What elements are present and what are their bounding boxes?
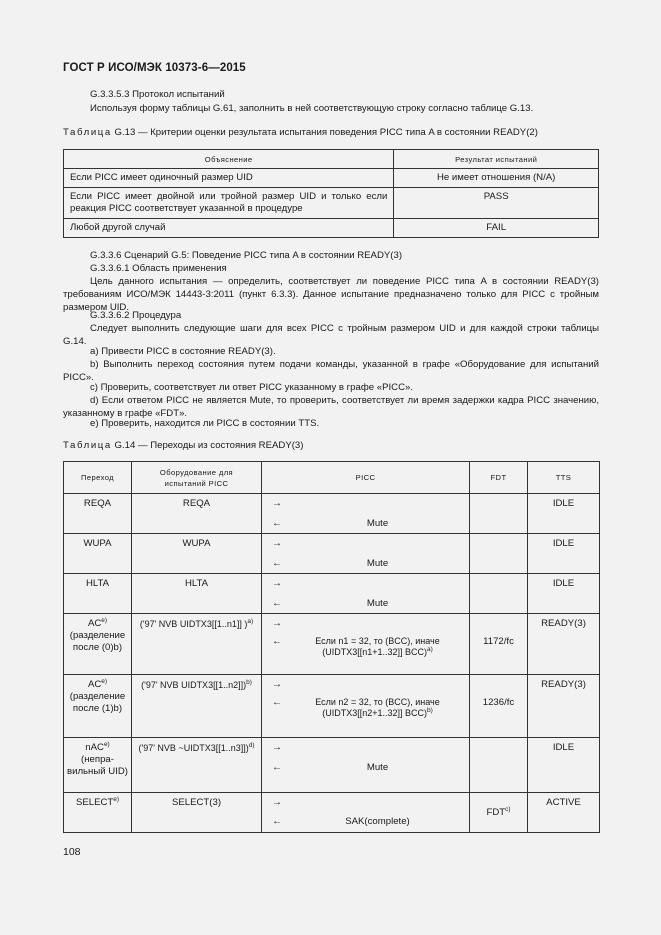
- equipment-cell: REQA: [132, 494, 262, 534]
- transition-cell: SELECT$^{e)}$: [64, 793, 132, 833]
- table-row: [64, 219, 599, 238]
- table-header: Результат испытаний: [394, 150, 599, 169]
- equipment-cell: ('97' NVB UIDTX3[[1..n2]])$^{b)}$: [132, 675, 262, 738]
- equipment-cell: ('97' NVB ~UIDTX3[[1..n3]])$^{d)}$: [132, 738, 262, 793]
- fdt-cell: [470, 738, 528, 793]
- section-g3362-text: Следует выполнить следующие шаги для всех PICC с тройным размером UID и для каждой строки таблицы G.14.: [63, 323, 599, 347]
- step-a: a) Привести PICC в состояние READY(3).: [90, 346, 276, 357]
- transition-cell: nAC$^{e)}$ (непра-вильный UID): [64, 738, 132, 793]
- table-row: [64, 188, 599, 219]
- fdt-cell: [470, 574, 528, 614]
- fdt-cell: [470, 494, 528, 534]
- table-header: Оборудование для испытаний PICC: [132, 462, 262, 494]
- tts-cell: ACTIVE: [528, 793, 600, 833]
- picc-cell: [262, 675, 470, 738]
- table-row: [64, 738, 600, 793]
- table-row: [64, 169, 599, 188]
- arrow-left-icon: ←: [272, 598, 282, 609]
- transition-cell: REQA: [64, 494, 132, 534]
- tts-cell: IDLE: [528, 738, 600, 793]
- transition-cell: HLTA: [64, 574, 132, 614]
- arrow-left-icon: ←: [272, 636, 282, 647]
- step-e: e) Проверить, находится ли PICC в состоянии TTS.: [90, 418, 320, 429]
- table-row: [64, 574, 600, 614]
- table-cell: FAIL: [394, 219, 599, 238]
- table-row: [64, 534, 600, 574]
- arrow-left-icon: ←: [272, 762, 282, 773]
- arrow-right-icon: →: [272, 797, 282, 808]
- arrow-left-icon: ←: [272, 518, 282, 529]
- table-g13-caption: Таблица G.13 — Критерии оценки результата испытания поведения PICC типа A в состоянии READY(2): [63, 127, 538, 138]
- tts-cell: IDLE: [528, 574, 600, 614]
- transition-cell: WUPA: [64, 534, 132, 574]
- section-g3361-title: G.3.3.6.1 Область применения: [90, 263, 227, 274]
- picc-response: Если n1 = 32, то (BCC), иначе (UIDTX3[[n1+1..32]] BCC)$^{a)}$: [315, 636, 440, 657]
- table-g14-caption: Таблица G.14 — Переходы из состояния READY(3): [63, 440, 304, 451]
- table-cell: PASS: [394, 188, 599, 219]
- table-header: PICC: [262, 462, 470, 494]
- step-d: d) Если ответом PICC не является Mute, то проверить, соответствует ли время задержки кадра PICC значению, указанному в графе «FDT».: [63, 395, 599, 419]
- tts-cell: IDLE: [528, 534, 600, 574]
- table-g14: [63, 461, 600, 833]
- transition-cell: AC$^{e)}$ (разделение после (1)b): [64, 675, 132, 738]
- section-g336-title: G.3.3.6 Сценарий G.5: Поведение PICC типа A в состоянии READY(3): [90, 250, 403, 261]
- picc-response: SAK(complete): [345, 816, 410, 827]
- table-cell: Не имеет отношения (N/A): [394, 169, 599, 188]
- table-cell: Если PICC имеет двойной или тройной размер UID и только если реакция PICC соответствует указанной в процедуре: [64, 188, 394, 219]
- step-b: b) Выполнить переход состояния путем подачи команды, указанной в графе «Оборудование для испытаний PICC».: [63, 359, 599, 383]
- table-cell: Любой другой случай: [64, 219, 394, 238]
- equipment-cell: ('97' NVB UIDTX3[[1..n1]] )$^{a)}$: [132, 614, 262, 675]
- table-row: [64, 494, 600, 534]
- arrow-right-icon: →: [272, 538, 282, 549]
- picc-response: Mute: [366, 558, 389, 569]
- equipment-cell: WUPA: [132, 534, 262, 574]
- table-cell: Если PICC имеет одиночный размер UID: [64, 169, 394, 188]
- picc-cell: [262, 494, 470, 534]
- arrow-right-icon: →: [272, 679, 282, 690]
- picc-response: Mute: [366, 518, 389, 529]
- tts-cell: READY(3): [528, 614, 600, 675]
- table-g13: [63, 149, 599, 238]
- arrow-left-icon: ←: [272, 816, 282, 827]
- table-header: TTS: [528, 462, 600, 494]
- section-g3353-title: G.3.3.5.3 Протокол испытаний: [90, 89, 225, 100]
- table-header: FDT: [470, 462, 528, 494]
- equipment-cell: HLTA: [132, 574, 262, 614]
- fdt-cell: FDT$^{c)}$: [470, 793, 528, 833]
- section-g3361-text: Цель данного испытания — определить, соответствует ли поведение PICC типа A в состоянии READY(3) требованиям ИСО/МЭК 14443-3:2011 (пункт 6.3.3). Данное испытание предназначено только для PICC с тройным размером UID.: [63, 276, 599, 313]
- fdt-cell: 1172/fc: [470, 614, 528, 675]
- picc-cell: [262, 574, 470, 614]
- tts-cell: IDLE: [528, 494, 600, 534]
- section-g3362-title: G.3.3.6.2 Процедура: [90, 310, 182, 321]
- fdt-cell: 1236/fc: [470, 675, 528, 738]
- picc-cell: [262, 534, 470, 574]
- picc-cell: [262, 614, 470, 675]
- step-c: c) Проверить, соответствует ли ответ PICC указанному в графе «PICC».: [90, 382, 414, 393]
- table-row: [64, 793, 600, 833]
- equipment-cell: SELECT(3): [132, 793, 262, 833]
- picc-cell: [262, 793, 470, 833]
- table-header: Объяснение: [64, 150, 394, 169]
- picc-response: Если n2 = 32, то (BCC), иначе (UIDTX3[[n2+1..32]] BCC)$^{b)}$: [315, 697, 440, 718]
- picc-cell: [262, 738, 470, 793]
- arrow-left-icon: ←: [272, 697, 282, 708]
- table-row: [64, 675, 600, 738]
- arrow-left-icon: ←: [272, 558, 282, 569]
- transition-cell: AC$^{e)}$ (разделение после (0)b): [64, 614, 132, 675]
- arrow-right-icon: →: [272, 742, 282, 753]
- picc-response: Mute: [366, 762, 389, 773]
- arrow-right-icon: →: [272, 498, 282, 509]
- picc-response: Mute: [366, 598, 389, 609]
- table-header: Переход: [64, 462, 132, 494]
- fdt-cell: [470, 534, 528, 574]
- section-g3353-text: Используя форму таблицы G.61, заполнить в ней соответствующую строку согласно таблице G.13.: [90, 103, 534, 114]
- arrow-right-icon: →: [272, 618, 282, 629]
- arrow-right-icon: →: [272, 578, 282, 589]
- table-row: [64, 614, 600, 675]
- document-header: ГОСТ Р ИСО/МЭК 10373-6—2015: [63, 62, 246, 74]
- page-number: 108: [63, 846, 81, 858]
- tts-cell: READY(3): [528, 675, 600, 738]
